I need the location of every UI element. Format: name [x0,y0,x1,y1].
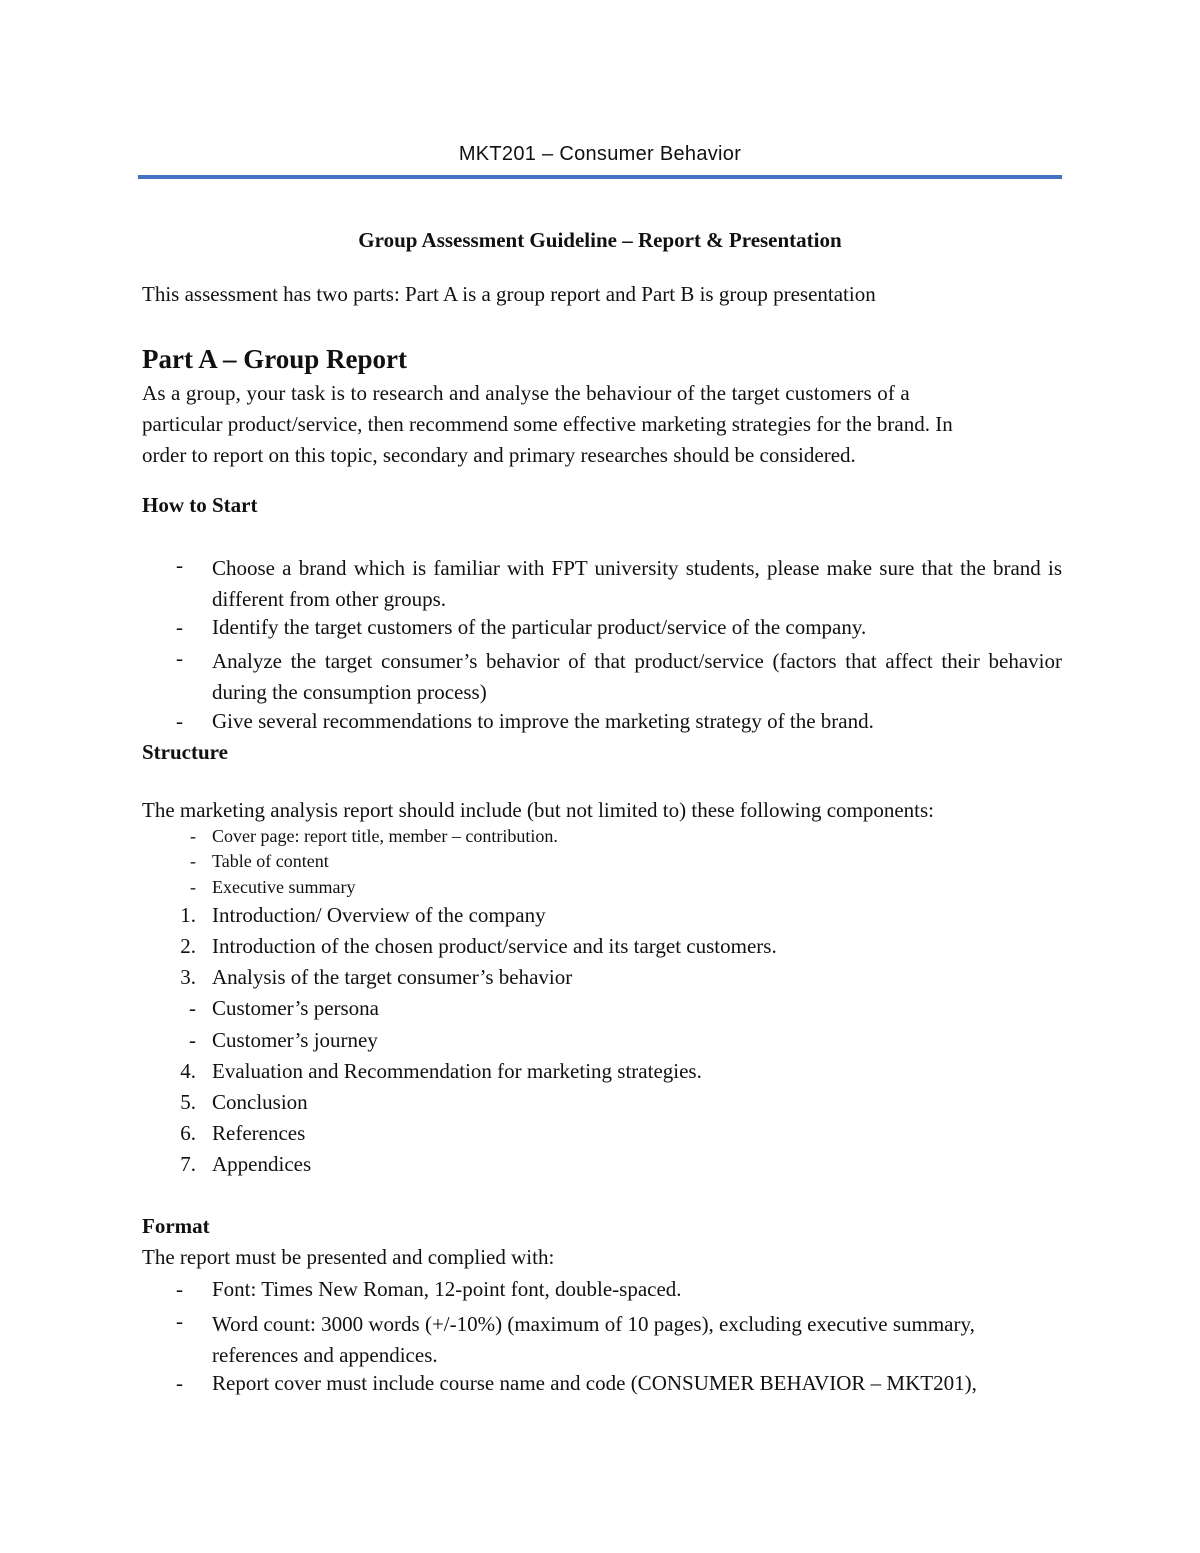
list-item: Introduction/ Overview of the company [212,903,546,927]
list-bullet: - [176,615,183,639]
list-marker: 6. [180,1121,196,1145]
list-item: Table of content [212,851,329,871]
list-bullet: - [176,1371,183,1395]
list-marker: 2. [180,934,196,958]
intro-paragraph: This assessment has two parts: Part A is a group report and Part B is group presentation [142,282,876,306]
list-marker: - [189,1028,196,1052]
structure-intro: The marketing analysis report should include (but not limited to) these following components: [142,798,935,822]
list-item: Analysis of the target consumer’s behavior [212,965,573,989]
list-marker: - [190,851,196,871]
list-marker: 3. [180,965,196,989]
list-bullet: - [176,646,183,670]
how-to-start-heading: How to Start [142,493,258,517]
header-rule [138,175,1062,179]
format-heading: Format [142,1214,210,1238]
document-title: Group Assessment Guideline – Report & Presentation [358,228,842,252]
list-bullet: - [176,1277,183,1301]
list-item: Identify the target customers of the particular product/service of the company. [212,615,867,639]
list-item: Conclusion [212,1090,308,1114]
part-a-line: order to report on this topic, secondary and primary researches should be considered. [142,443,856,467]
list-item: References [212,1121,306,1145]
list-item: Font: Times New Roman, 12-point font, double-spaced. [212,1277,682,1301]
list-item: Appendices [212,1152,312,1176]
list-item: Analyze the target consumer’s behavior of that product/service (factors that affect their behavior during the consumption process) [212,649,1062,704]
list-bullet: - [176,709,183,733]
list-bullet: - [176,1309,183,1333]
list-marker: - [190,877,196,897]
list-item: Executive summary [212,877,356,897]
list-marker: - [190,826,196,846]
list-item: Introduction of the chosen product/service and its target customers. [212,934,777,958]
list-item: Cover page: report title, member – contribution. [212,826,558,846]
part-a-line: particular product/service, then recommend some effective marketing strategies for the brand. In [142,412,953,436]
list-marker: 4. [180,1059,196,1083]
list-marker: 5. [180,1090,196,1114]
list-bullet: - [176,553,183,577]
list-marker: - [189,996,196,1020]
list-marker: 7. [180,1152,196,1176]
list-item: Word count: 3000 words (+/-10%) (maximum of 10 pages), excluding executive summary, references and appendices. [212,1312,975,1367]
structure-heading: Structure [142,740,228,764]
list-item: Customer’s persona [212,996,380,1020]
format-intro: The report must be presented and complied with: [142,1245,555,1269]
page-header: MKT201 – Consumer Behavior [458,143,742,165]
list-item: Give several recommendations to improve the marketing strategy of the brand. [212,709,874,733]
list-item: Customer’s journey [212,1028,378,1052]
list-marker: 1. [180,903,196,927]
list-item: Report cover must include course name and code (CONSUMER BEHAVIOR – MKT201), [212,1371,977,1395]
part-a-line: As a group, your task is to research and analyse the behaviour of the target customers of a [142,381,910,405]
part-a-heading: Part A – Group Report [142,344,407,374]
list-item: Evaluation and Recommendation for marketing strategies. [212,1059,702,1083]
list-item: Choose a brand which is familiar with FPT university students, please make sure that the brand is different from other groups. [212,556,1062,611]
